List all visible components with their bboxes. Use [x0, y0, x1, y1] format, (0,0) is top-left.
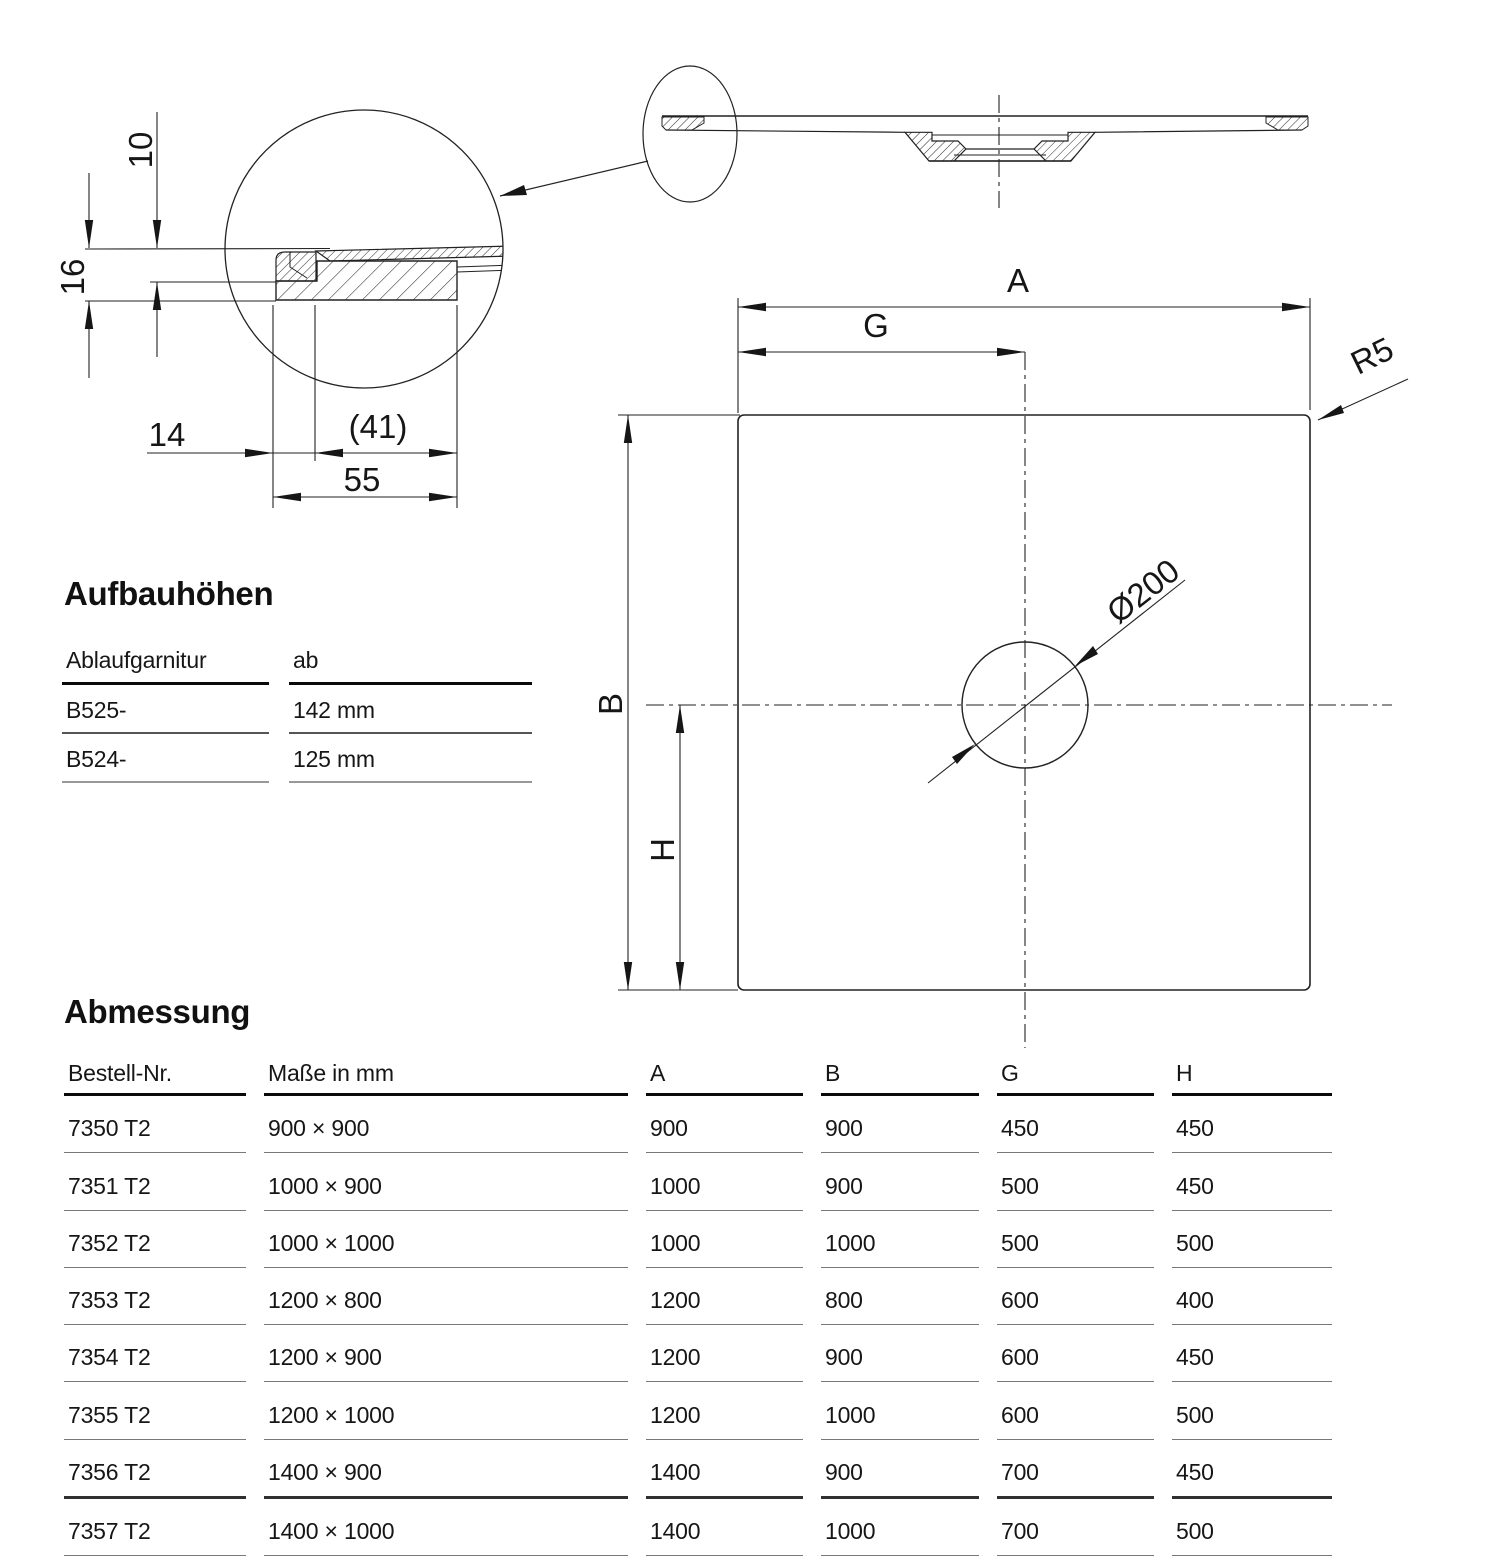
dim-h-value: 500 — [1172, 1211, 1332, 1268]
column-header: A — [646, 1056, 803, 1096]
size-value: 1200 × 800 — [264, 1268, 628, 1325]
column-header: ab — [289, 640, 532, 685]
dim-label-A: A — [1006, 262, 1030, 299]
dim-b-value: 900 — [821, 1153, 979, 1210]
column-header: Maße in mm — [264, 1056, 628, 1096]
table-row — [64, 1096, 1332, 1153]
dim-h-value: 450 — [1172, 1325, 1332, 1382]
table-row — [64, 1268, 1332, 1325]
table-row — [64, 1440, 1332, 1499]
dim-a-value: 1000 — [646, 1211, 803, 1268]
drain-set-code: B524- — [62, 734, 269, 783]
dim-a-value: 1200 — [646, 1382, 803, 1439]
dim-b-value: 800 — [821, 1268, 979, 1325]
dim-b-value: 900 — [821, 1325, 979, 1382]
dim-a-value: 1200 — [646, 1325, 803, 1382]
edge-detail-view — [54, 110, 648, 508]
drain-diameter-label: Ø200 — [1099, 551, 1187, 631]
dim-g-value: 700 — [997, 1440, 1154, 1499]
column-header: Bestell-Nr. — [64, 1056, 246, 1096]
dim-label-H: H — [644, 838, 681, 862]
size-value: 1400 × 900 — [264, 1440, 628, 1499]
column-header: Ablaufgarnitur — [62, 640, 269, 685]
dim-b-value: 1000 — [821, 1211, 979, 1268]
dim-b-value: 900 — [821, 1440, 979, 1499]
size-value: 1000 × 900 — [264, 1153, 628, 1210]
table-body — [64, 1096, 1332, 1556]
table-header-row — [64, 1056, 1332, 1096]
dim-b-value: 1000 — [821, 1499, 979, 1556]
table-row — [64, 1153, 1332, 1210]
table-header-row — [62, 640, 532, 685]
size-value: 1400 × 1000 — [264, 1499, 628, 1556]
order-number: 7351 T2 — [64, 1153, 246, 1210]
tray-outline — [738, 415, 1310, 990]
dim-a-value: 1000 — [646, 1153, 803, 1210]
plan-view — [592, 262, 1408, 1048]
dim-g-value: 700 — [997, 1499, 1154, 1556]
dim-g-value: 500 — [997, 1211, 1154, 1268]
column-header: G — [997, 1056, 1154, 1096]
table-row — [64, 1211, 1332, 1268]
order-number: 7355 T2 — [64, 1382, 246, 1439]
height-value: 142 mm — [289, 685, 532, 734]
dim-h-value: 450 — [1172, 1096, 1332, 1153]
size-value: 1200 × 1000 — [264, 1382, 628, 1439]
aufbauhoehen-table — [62, 640, 532, 783]
dim-label-41: (41) — [348, 408, 408, 445]
dim-label-B: B — [592, 692, 629, 716]
dim-h-value: 450 — [1172, 1153, 1332, 1210]
dim-a-value: 1400 — [646, 1440, 803, 1499]
dim-a-value: 1200 — [646, 1268, 803, 1325]
dim-label-G: G — [863, 307, 889, 344]
dim-b-value: 1000 — [821, 1382, 979, 1439]
edge-cross-section — [276, 246, 512, 300]
abmessung-table — [64, 1056, 1332, 1556]
dim-h-value: 400 — [1172, 1268, 1332, 1325]
table-row — [64, 1325, 1332, 1382]
dim-g-value: 450 — [997, 1096, 1154, 1153]
profile-view — [643, 66, 1308, 208]
order-number: 7357 T2 — [64, 1499, 246, 1556]
dim-label-16: 16 — [54, 258, 91, 296]
detail-marker-circle — [643, 66, 737, 202]
column-header: H — [1172, 1056, 1332, 1096]
dim-g-value: 500 — [997, 1153, 1154, 1210]
order-number: 7354 T2 — [64, 1325, 246, 1382]
dim-label-10: 10 — [122, 131, 159, 169]
dim-h-value: 500 — [1172, 1382, 1332, 1439]
dim-label-14: 14 — [148, 416, 186, 453]
section-title-abmessung: Abmessung — [64, 993, 251, 1030]
drain-set-code: B525- — [62, 685, 269, 734]
dim-g-value: 600 — [997, 1382, 1154, 1439]
order-number: 7356 T2 — [64, 1440, 246, 1499]
table-row — [62, 734, 532, 783]
size-value: 1000 × 1000 — [264, 1211, 628, 1268]
column-header: B — [821, 1056, 979, 1096]
dim-h-value: 500 — [1172, 1499, 1332, 1556]
table-row — [64, 1382, 1332, 1439]
dim-h-value: 450 — [1172, 1440, 1332, 1499]
table-row — [64, 1499, 1332, 1556]
order-number: 7353 T2 — [64, 1268, 246, 1325]
dim-a-value: 900 — [646, 1096, 803, 1153]
dim-b-value: 900 — [821, 1096, 979, 1153]
size-value: 1200 × 900 — [264, 1325, 628, 1382]
table-row — [62, 685, 532, 734]
dim-a-value: 1400 — [646, 1499, 803, 1556]
dim-label-55: 55 — [343, 461, 381, 498]
dim-g-value: 600 — [997, 1268, 1154, 1325]
radius-label: R5 — [1344, 329, 1400, 382]
height-value: 125 mm — [289, 734, 532, 783]
order-number: 7352 T2 — [64, 1211, 246, 1268]
section-title-aufbauhoehen: Aufbauhöhen — [64, 575, 274, 612]
dim-g-value: 600 — [997, 1325, 1154, 1382]
order-number: 7350 T2 — [64, 1096, 246, 1153]
size-value: 900 × 900 — [264, 1096, 628, 1153]
